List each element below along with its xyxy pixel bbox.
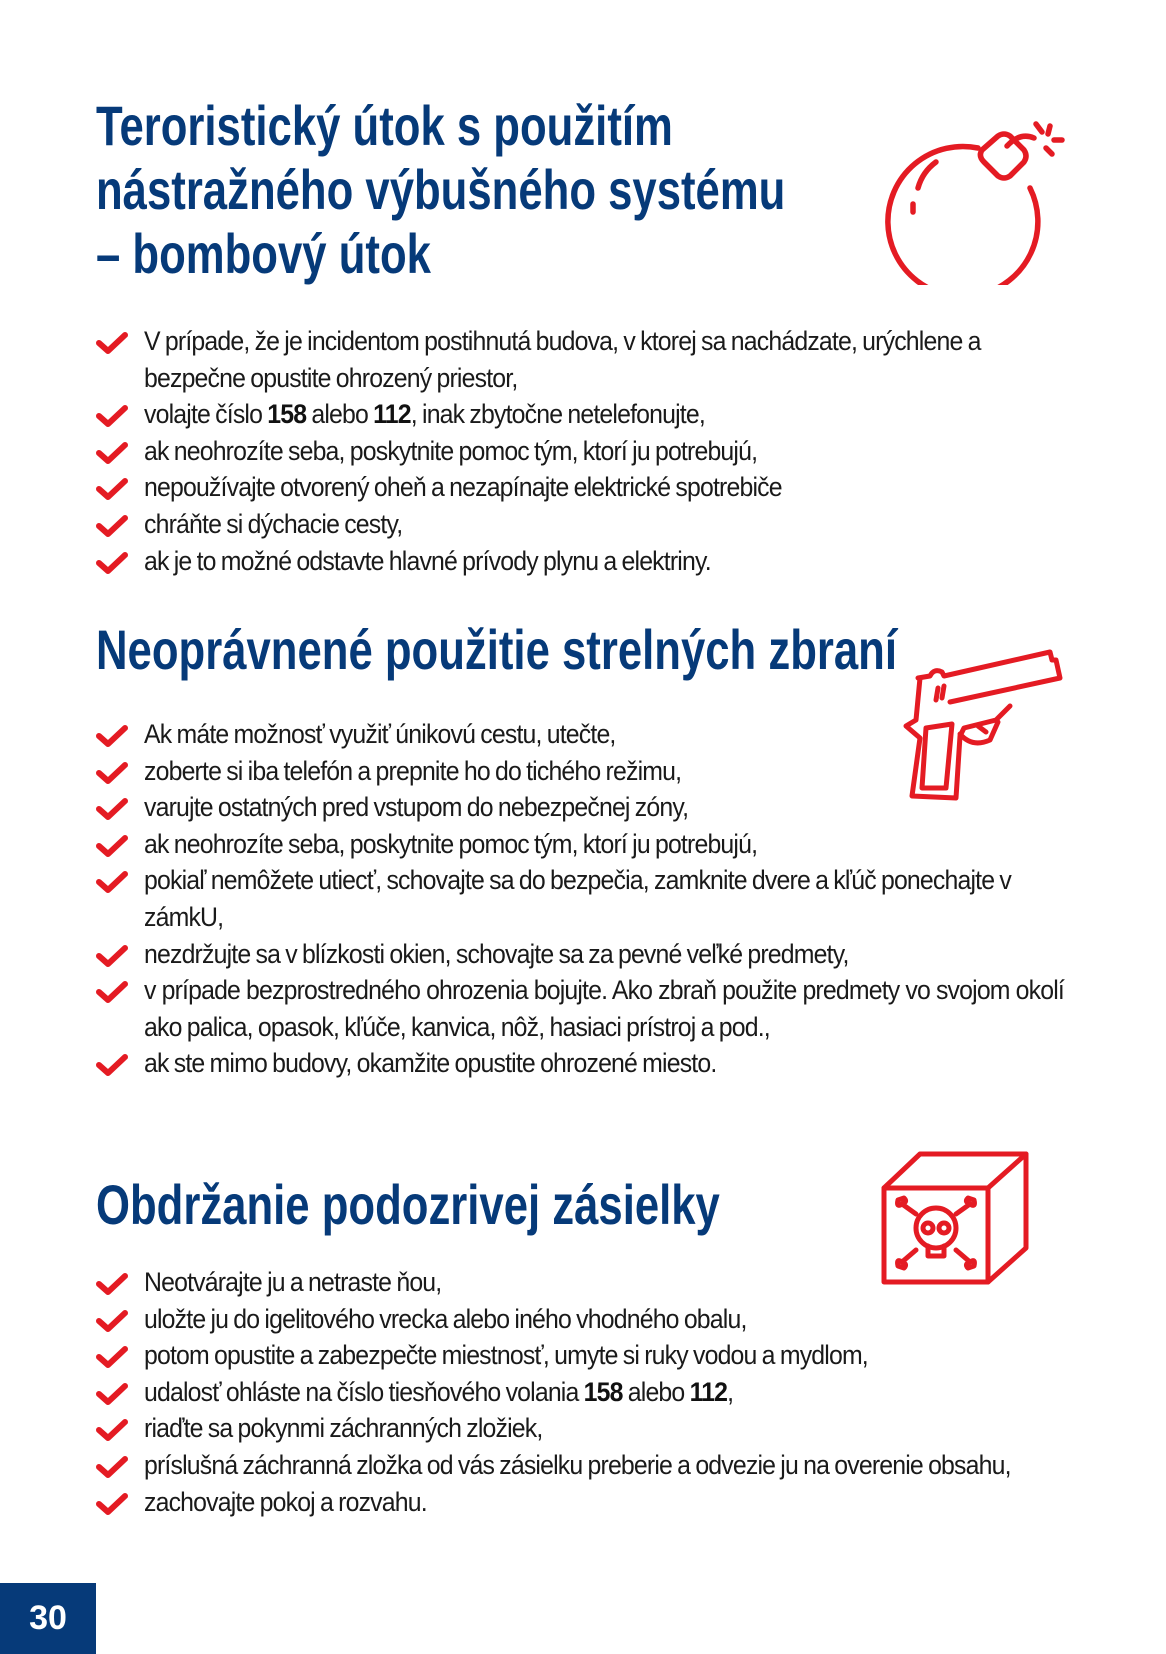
text-run: nepoužívajte otvorený oheň a nezapínajte elektrické spotrebiče bbox=[144, 472, 782, 503]
text-run: nezdržujte sa v blízkosti okien, schovajte sa za pevné veľké predmety, bbox=[144, 938, 849, 969]
section-heading-bomb-attack bbox=[96, 94, 785, 286]
text-run: Neotvárajte ju a netraste ňou, bbox=[144, 1267, 442, 1297]
list-item-text bbox=[144, 396, 1064, 433]
heading-line: Neoprávnené použitie strelných zbraní bbox=[96, 618, 897, 681]
checkmark-icon bbox=[96, 1054, 128, 1076]
checkmark-icon bbox=[96, 1273, 128, 1295]
list-item-text bbox=[144, 716, 1064, 753]
emergency-number: 158 bbox=[583, 1376, 623, 1407]
list-item-text bbox=[144, 1484, 1064, 1521]
text-run: , inak zbytočne netelefonujte, bbox=[410, 399, 705, 430]
checkmark-icon bbox=[96, 552, 128, 574]
text-run: pokiaľ nemôžete utiecť, schovajte sa do bezpečia, zamknite dvere a kľúč ponechajte v zámkU, bbox=[144, 865, 1011, 932]
list-item bbox=[96, 433, 1056, 470]
list-item bbox=[96, 716, 1056, 753]
list-item-text bbox=[144, 1447, 1064, 1484]
text-run: zachovajte pokoj a rozvahu. bbox=[144, 1486, 427, 1517]
checkmark-icon bbox=[96, 1310, 128, 1332]
list-item-text bbox=[144, 1374, 1064, 1411]
bomb-icon bbox=[870, 100, 1070, 285]
list-item bbox=[96, 1301, 1056, 1338]
text-run: ak neohrozíte seba, poskytnite pomoc tým, ktorí ju potrebujú, bbox=[144, 828, 758, 859]
list-item-text bbox=[144, 433, 1064, 470]
list-item bbox=[96, 1045, 1056, 1082]
text-run: riaďte sa pokynmi záchranných zložiek, bbox=[144, 1413, 543, 1444]
checkmark-icon bbox=[96, 835, 128, 857]
list-item bbox=[96, 862, 1056, 935]
list-item bbox=[96, 753, 1056, 790]
text-run: V prípade, že je incidentom postihnutá budova, v ktorej sa nachádzate, urýchlene a bezpečne opustite ohrozený priestor, bbox=[144, 326, 981, 393]
text-run: ak ste mimo budovy, okamžite opustite ohrozené miesto. bbox=[144, 1048, 717, 1079]
checkmark-icon bbox=[96, 1419, 128, 1441]
list-item-text bbox=[144, 936, 1064, 973]
section-heading-firearms bbox=[96, 618, 897, 682]
list-item bbox=[96, 543, 1056, 580]
list-item-text bbox=[144, 1045, 1064, 1082]
checkmark-icon bbox=[96, 871, 128, 893]
checkmark-icon bbox=[96, 478, 128, 500]
emergency-number: 158 bbox=[267, 399, 307, 430]
list-item bbox=[96, 1447, 1056, 1484]
checkmark-icon bbox=[96, 1383, 128, 1405]
heading-line: nástražného výbušného systému bbox=[96, 158, 786, 221]
checkmark-icon bbox=[96, 798, 128, 820]
list-item bbox=[96, 1264, 1056, 1301]
list-item bbox=[96, 1484, 1056, 1521]
text-run: udalosť ohláste na číslo tiesňového volania bbox=[144, 1376, 584, 1407]
list-item bbox=[96, 506, 1056, 543]
page-number: 30 bbox=[0, 1583, 96, 1654]
checkmark-icon bbox=[96, 945, 128, 967]
checkmark-icon bbox=[96, 515, 128, 537]
checkmark-icon bbox=[96, 405, 128, 427]
text-run: v prípade bezprostredného ohrozenia bojujte. Ako zbraň použite predmety vo svojom okolí ako palica, opasok, kľúče, kanvica, nôž, hasiaci prístroj a pod., bbox=[144, 975, 1064, 1042]
firearms-instructions bbox=[96, 716, 1064, 1082]
list-item bbox=[96, 469, 1056, 506]
list-item-text bbox=[144, 469, 1064, 506]
section-heading-suspicious-package bbox=[96, 1173, 720, 1237]
text-run: , bbox=[727, 1376, 734, 1407]
text-run: chráňte si dýchacie cesty, bbox=[144, 508, 403, 539]
text-run: varujte ostatných pred vstupom do nebezpečnej zóny, bbox=[144, 792, 689, 823]
heading-line: Obdržanie podozrivej zásielky bbox=[96, 1173, 720, 1236]
list-item-text bbox=[144, 753, 1064, 790]
list-item bbox=[96, 1337, 1056, 1374]
text-run: potom opustite a zabezpečte miestnosť, umyte si ruky vodou a mydlom, bbox=[144, 1340, 868, 1371]
bomb-attack-instructions bbox=[96, 323, 1056, 579]
emergency-number: 112 bbox=[373, 399, 411, 430]
list-item-text bbox=[144, 543, 1064, 580]
text-run: uložte ju do igelitového vrecka alebo iného vhodného obalu, bbox=[144, 1303, 747, 1334]
list-item-text bbox=[144, 1264, 1064, 1301]
checkmark-icon bbox=[96, 981, 128, 1003]
text-run: volajte číslo bbox=[144, 399, 268, 430]
list-item bbox=[96, 972, 1064, 1045]
checkmark-icon bbox=[96, 1456, 128, 1478]
text-run: ak je to možné odstavte hlavné prívody plynu a elektriny. bbox=[144, 545, 711, 576]
text-run: alebo bbox=[306, 399, 374, 430]
list-item-text bbox=[144, 789, 1064, 826]
list-item-text bbox=[144, 1410, 1064, 1447]
text-run: alebo bbox=[622, 1376, 690, 1407]
list-item bbox=[96, 789, 1056, 826]
list-item-text bbox=[144, 826, 1064, 863]
checkmark-icon bbox=[96, 442, 128, 464]
list-item-text bbox=[144, 506, 1064, 543]
text-run: ak neohrozíte seba, poskytnite pomoc tým, ktorí ju potrebujú, bbox=[144, 435, 758, 466]
list-item-text bbox=[144, 862, 1064, 935]
list-item-text bbox=[144, 323, 1064, 396]
checkmark-icon bbox=[96, 1493, 128, 1515]
list-item-text bbox=[144, 972, 1064, 1045]
checkmark-icon bbox=[96, 725, 128, 747]
list-item-text bbox=[144, 1301, 1064, 1338]
suspicious-package-instructions bbox=[96, 1264, 1056, 1520]
list-item-text bbox=[144, 1337, 1064, 1374]
text-run: príslušná záchranná zložka od vás zásielku preberie a odvezie ju na overenie obsahu, bbox=[144, 1449, 1011, 1480]
checkmark-icon bbox=[96, 332, 128, 354]
list-item bbox=[96, 1374, 1056, 1411]
list-item bbox=[96, 323, 1056, 396]
checkmark-icon bbox=[96, 762, 128, 784]
heading-line: – bombový útok bbox=[96, 222, 431, 285]
emergency-number: 112 bbox=[689, 1376, 728, 1407]
list-item bbox=[96, 936, 1056, 973]
heading-line: Teroristický útok s použitím bbox=[96, 94, 673, 157]
list-item bbox=[96, 396, 1056, 433]
checkmark-icon bbox=[96, 1346, 128, 1368]
text-run: Ak máte možnosť využiť únikovú cestu, utečte, bbox=[144, 719, 616, 749]
text-run: zoberte si iba telefón a prepnite ho do tichého režimu, bbox=[144, 755, 682, 786]
list-item bbox=[96, 826, 1056, 863]
list-item bbox=[96, 1410, 1056, 1447]
